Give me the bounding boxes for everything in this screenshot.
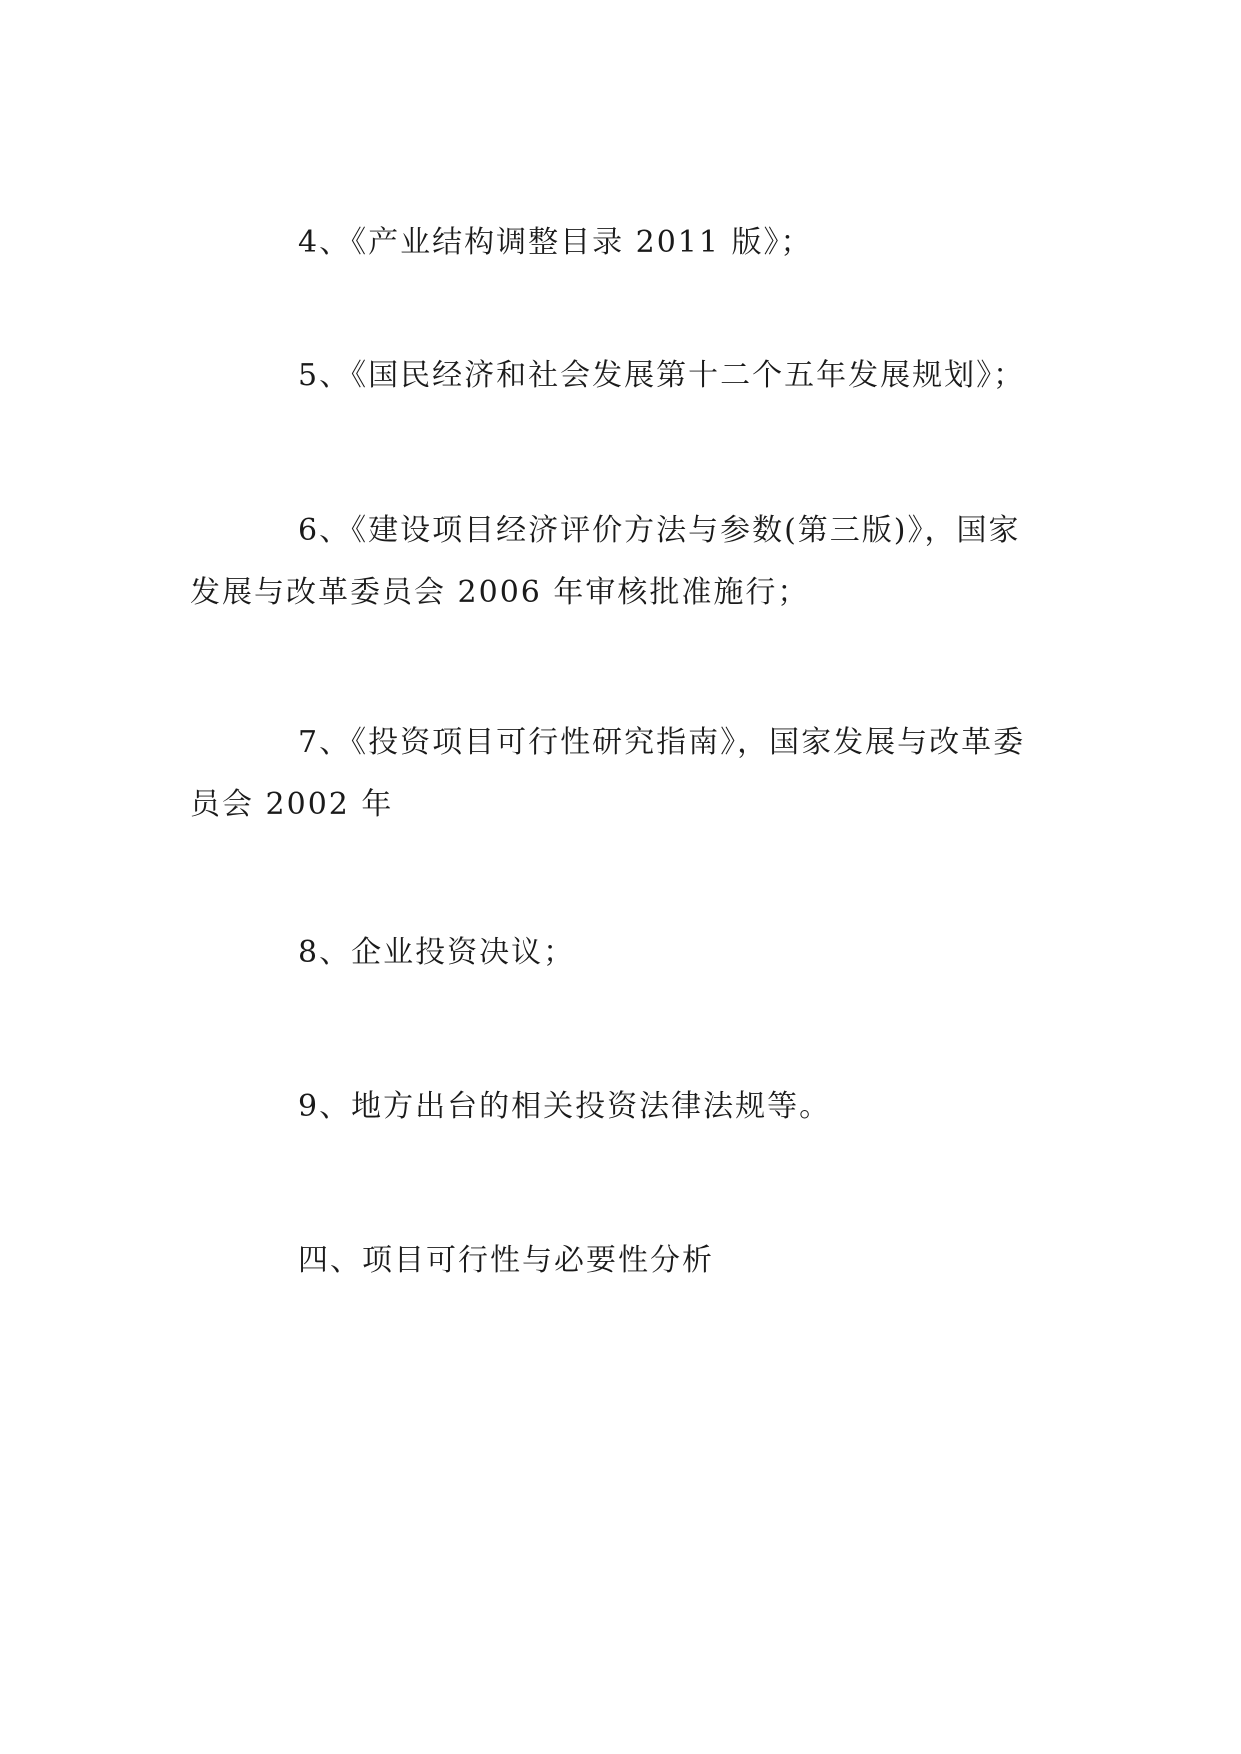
- list-item-line-continuation: 发展与改革委员会 2006 年审核批准施行；: [190, 575, 810, 610]
- list-item-line: 6、《建设项目经济评价方法与参数(第三版)》，国家: [298, 513, 1021, 548]
- list-item-4: [190, 212, 1060, 274]
- list-item-line: 9、地方出台的相关投资法律法规等。: [298, 1089, 832, 1124]
- list-item-9: [190, 1076, 1060, 1138]
- section-heading: [190, 1230, 1060, 1292]
- list-item-5: [190, 345, 1060, 407]
- list-item-6: [190, 500, 1060, 624]
- list-item-7: [190, 712, 1060, 836]
- list-item-8: [190, 922, 1060, 984]
- section-heading-text: 四、项目可行性与必要性分析: [298, 1243, 714, 1278]
- list-item-line: 4、《产业结构调整目录 2011 版》；: [298, 225, 813, 260]
- list-item-line: 7、《投资项目可行性研究指南》，国家发展与改革委: [298, 725, 1026, 760]
- list-item-line-continuation: 员会 2002 年: [190, 787, 394, 822]
- list-item-line: 5、《国民经济和社会发展第十二个五年发展规划》；: [298, 358, 1026, 393]
- list-item-line: 8、企业投资决议；: [298, 935, 576, 970]
